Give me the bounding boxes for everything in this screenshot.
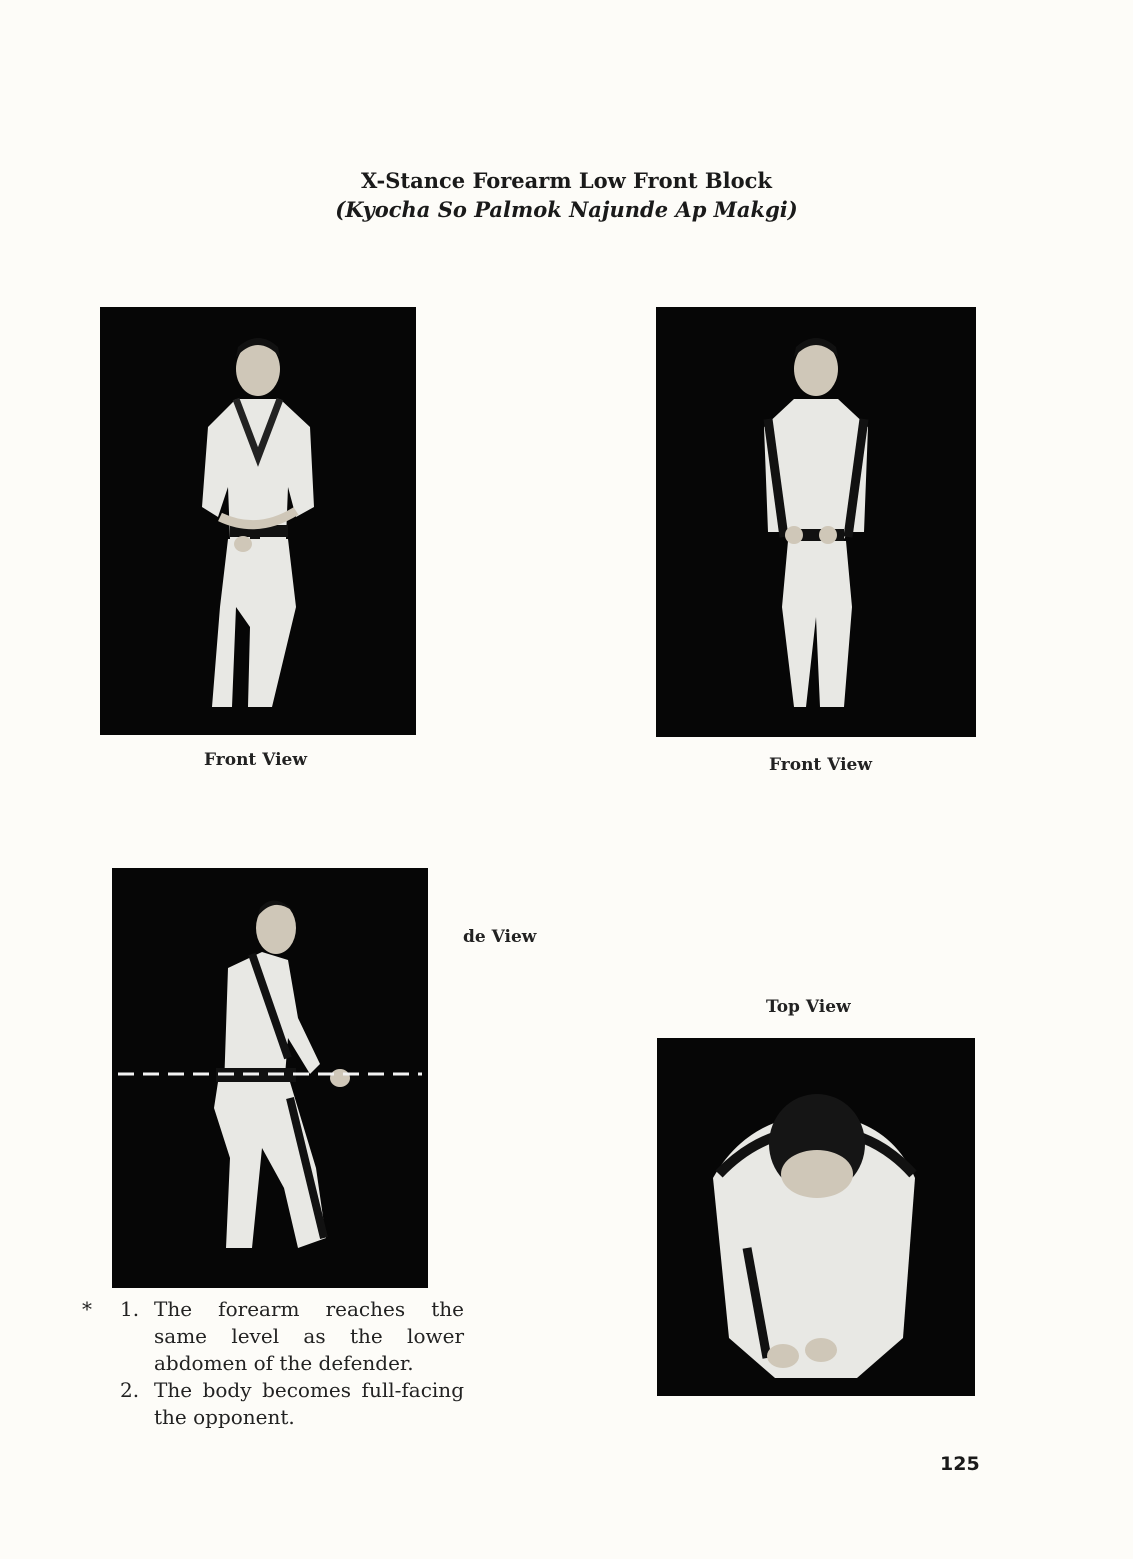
photo-2-caption: Front View [769,755,872,775]
photo-front-view-1 [100,307,416,735]
note-item-2 [82,1377,502,1431]
photo-front-view-2 [656,307,976,737]
title-subtitle: (Kyocha So Palmok Najunde Ap Makgi) [335,197,798,222]
title-main: X-Stance Forearm Low Front Block [361,168,772,193]
photo-4-caption: Top View [766,997,851,1017]
note-text: The forearm reaches the same level as the lower abdomen of the defender. [154,1297,464,1375]
notes-list [82,1296,502,1431]
note-item-1 [82,1296,502,1377]
photo-1-caption: Front View [204,750,307,770]
note-text: The body becomes full-facing the opponent. [154,1378,464,1429]
notes-marker: * [82,1297,92,1321]
page-number: 125 [940,1453,980,1475]
figure-side [112,868,428,1288]
figure-front-2 [656,307,976,737]
photo-side-view [112,868,428,1288]
photo-top-view [657,1038,975,1396]
figure-front-1 [100,307,416,735]
photo-3-caption: de View [463,927,537,947]
note-number: 1. [120,1297,140,1321]
figure-top [657,1038,975,1396]
page-title [0,166,1133,224]
note-number: 2. [120,1378,140,1402]
